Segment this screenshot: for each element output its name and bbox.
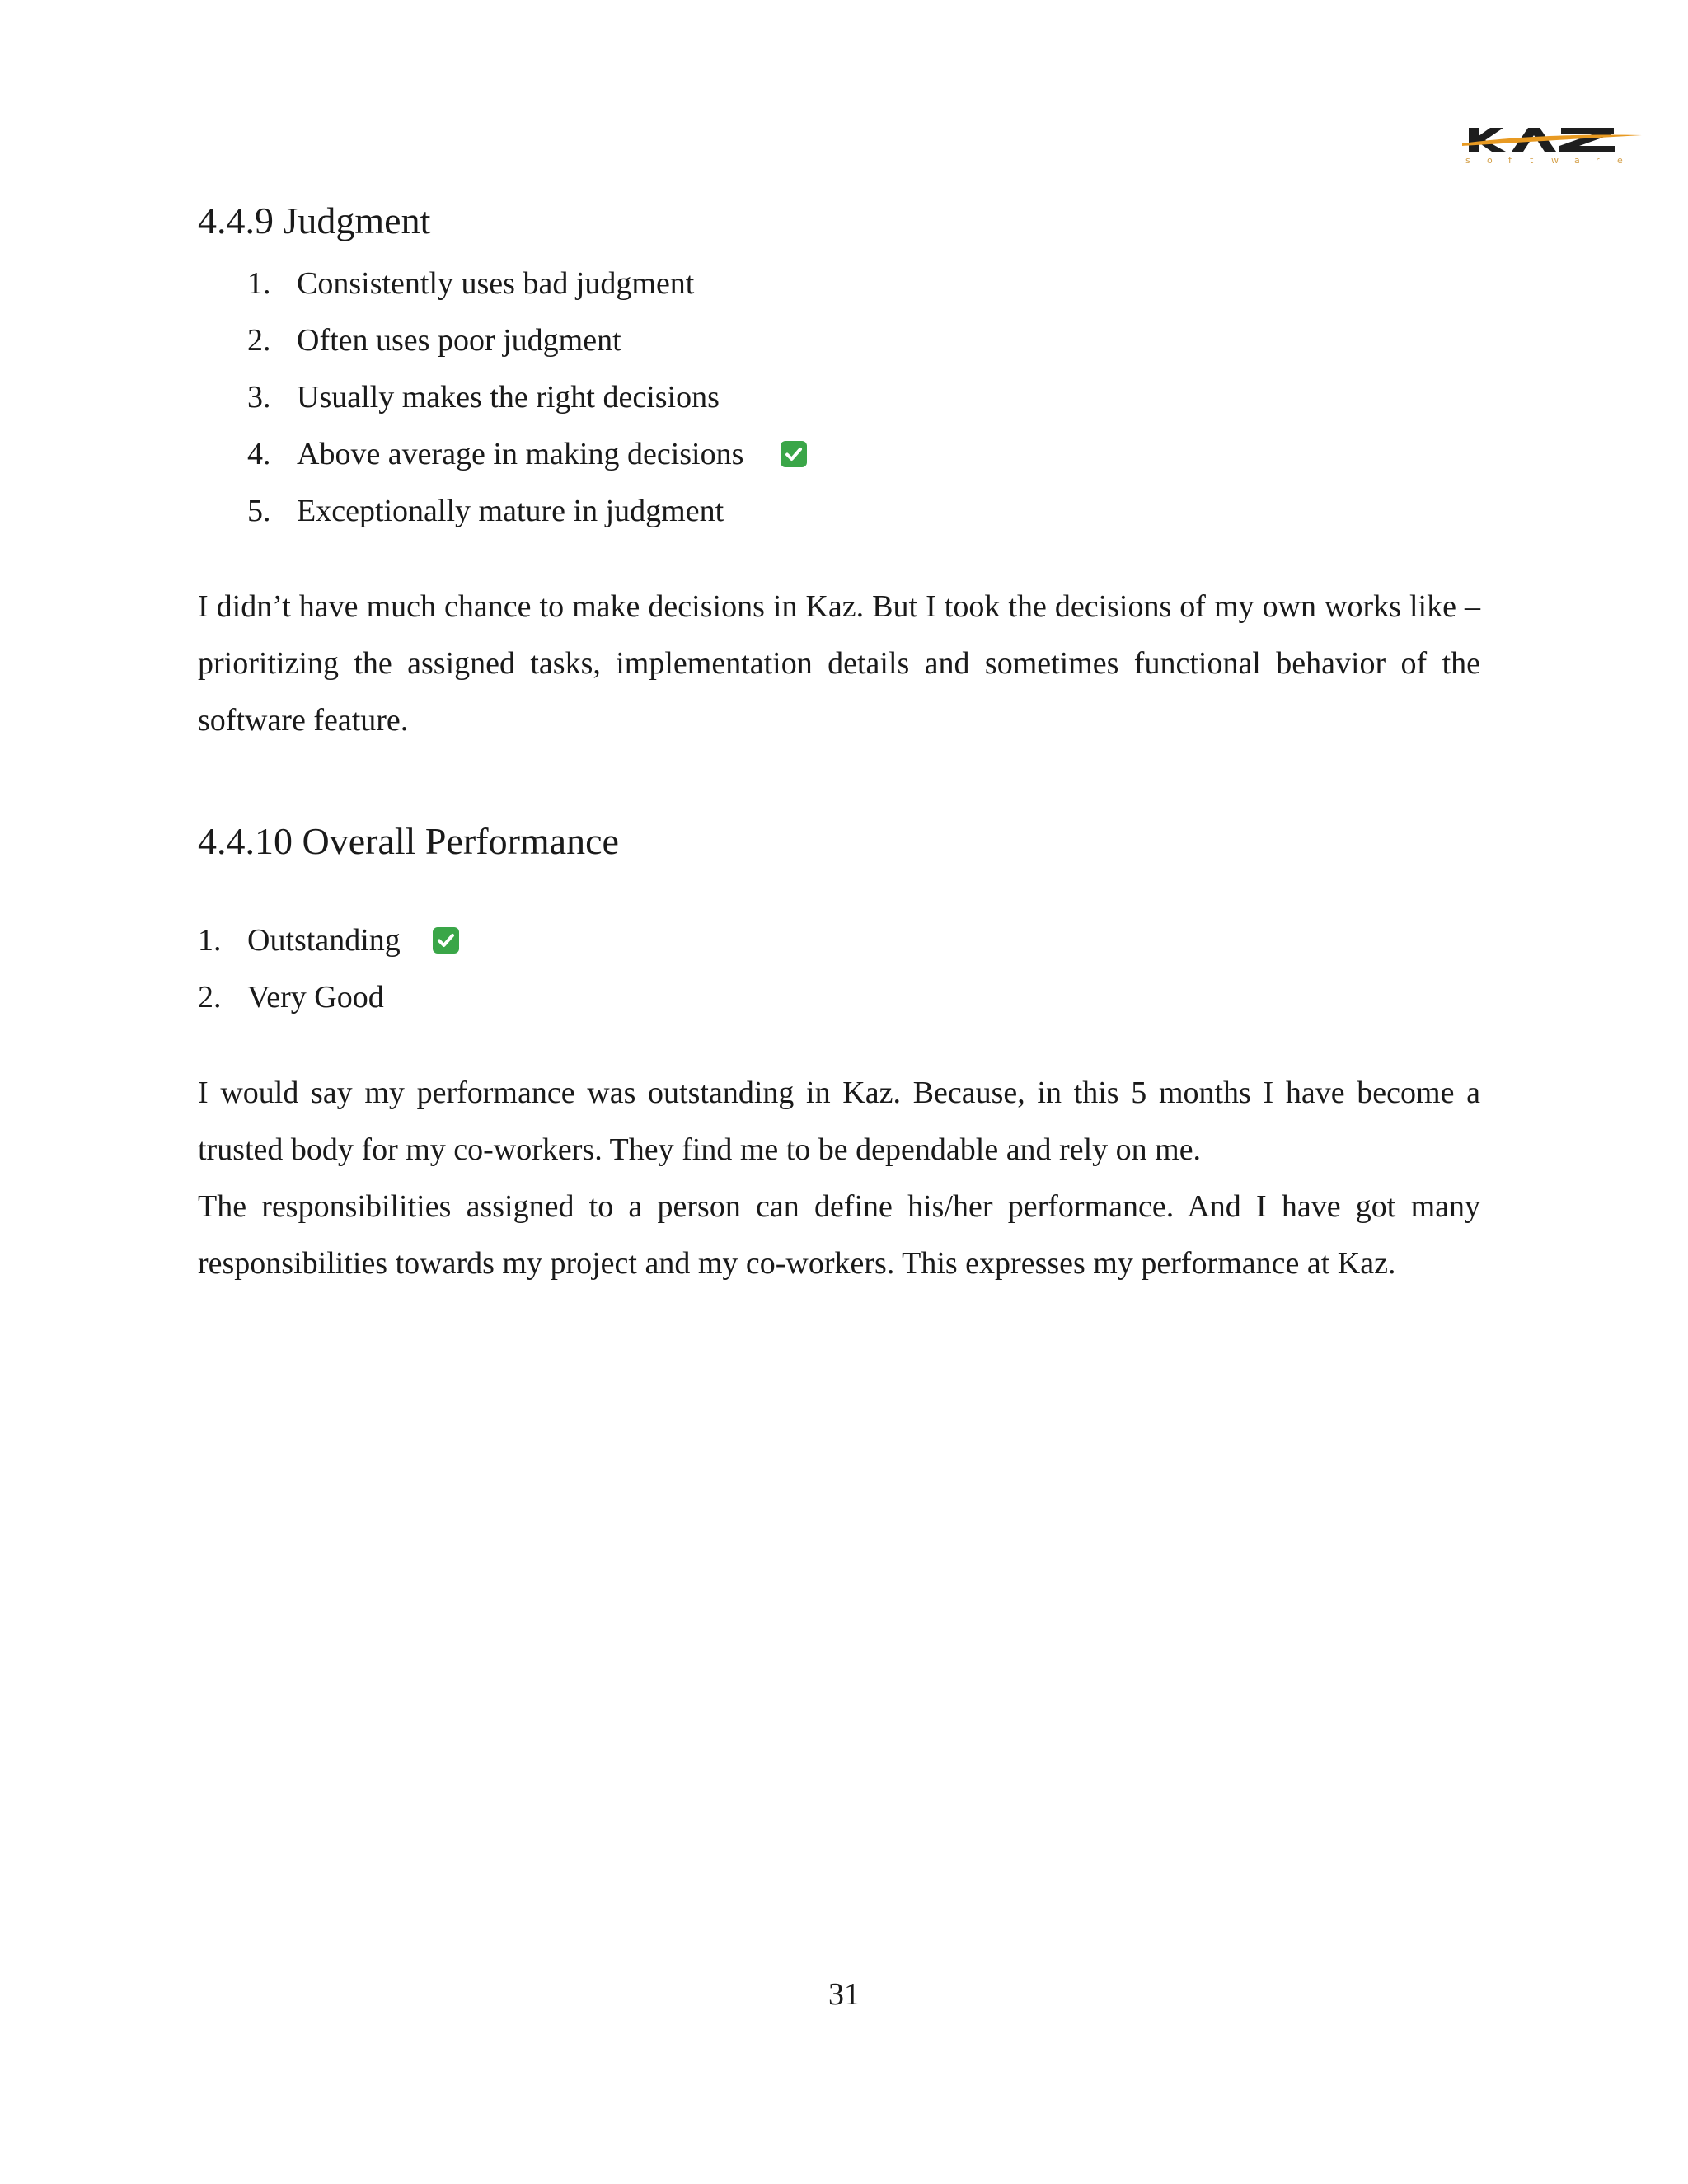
list-item-text: Above average in making decisions xyxy=(297,437,744,471)
check-mark-button-icon xyxy=(432,926,460,954)
check-mark-button-icon xyxy=(780,440,808,468)
judgment-option-2 xyxy=(247,312,808,369)
svg-text:w: w xyxy=(1551,155,1559,166)
svg-text:e: e xyxy=(1617,155,1623,166)
section-heading-judgment: 4.4.9 Judgment xyxy=(198,199,431,241)
logo-subtext xyxy=(1465,155,1623,166)
judgment-paragraph: I didn’t have much chance to make decisions in Kaz. But I took the decisions of my own works like – prioritizing the assigned tasks, implementation details and sometimes functional behavior of the software feature. xyxy=(198,589,1480,738)
section-heading-overall-performance: 4.4.10 Overall Performance xyxy=(198,820,619,862)
svg-text:s: s xyxy=(1465,155,1470,166)
list-item-number: 2. xyxy=(198,980,222,1015)
list-item-text: Outstanding xyxy=(247,923,401,958)
list-item-number: 5. xyxy=(247,494,271,528)
judgment-option-3 xyxy=(247,369,808,426)
list-item-text: Exceptionally mature in judgment xyxy=(297,494,724,528)
svg-text:o: o xyxy=(1487,155,1493,166)
list-item-text: Very Good xyxy=(247,980,384,1015)
page-number: 31 xyxy=(828,1977,860,2012)
list-item-number: 2. xyxy=(247,323,271,358)
kaz-software-logo xyxy=(1461,124,1643,166)
svg-text:t: t xyxy=(1530,155,1534,166)
judgment-option-4 xyxy=(247,426,808,483)
svg-text:r: r xyxy=(1596,155,1600,166)
list-item-number: 1. xyxy=(247,266,271,301)
judgment-option-5 xyxy=(247,483,808,540)
list-item-text: Consistently uses bad judgment xyxy=(297,266,695,301)
svg-text:f: f xyxy=(1508,155,1512,166)
list-item-number: 3. xyxy=(247,380,271,415)
judgment-options-list xyxy=(247,255,808,540)
list-item-text: Usually makes the right decisions xyxy=(297,380,720,415)
overall-performance-paragraph-1: I would say my performance was outstanding in Kaz. Because, in this 5 months I have become a trusted body for my co-workers. They find me to be dependable and rely on me. xyxy=(198,1076,1480,1167)
list-item-number: 1. xyxy=(198,923,222,958)
overall-performance-options-list xyxy=(198,912,460,1026)
list-item-number: 4. xyxy=(247,437,271,471)
judgment-option-1 xyxy=(247,255,808,312)
svg-text:a: a xyxy=(1574,155,1580,166)
overall-option-2 xyxy=(198,969,460,1026)
overall-option-1 xyxy=(198,912,460,969)
overall-performance-paragraph-2: The responsibilities assigned to a person can define his/her performance. And I have got many responsibilities towards my project and my co-workers. This expresses my performance at Kaz. xyxy=(198,1189,1480,1281)
list-item-text: Often uses poor judgment xyxy=(297,323,621,358)
